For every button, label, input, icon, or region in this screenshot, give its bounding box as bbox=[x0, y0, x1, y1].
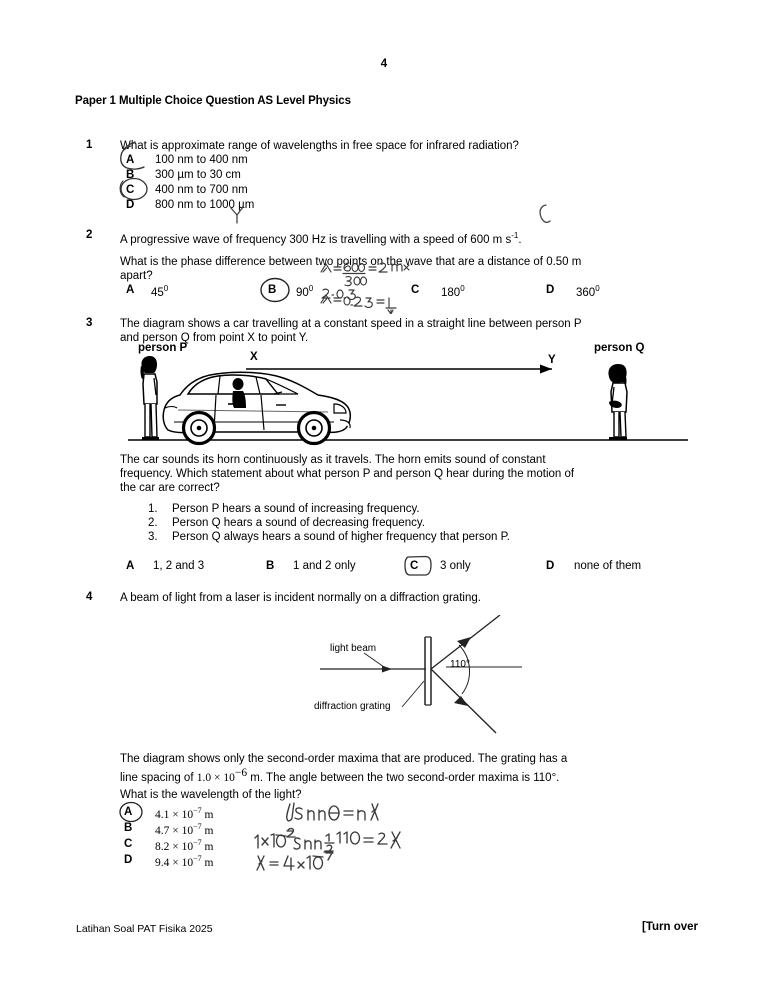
q4-c-exp: −7 bbox=[193, 838, 202, 847]
q2-option-c-letter[interactable]: C bbox=[411, 284, 420, 296]
question-3-body-line1: The car sounds its horn continuously as it travels. The horn emits sound of constant bbox=[120, 454, 546, 466]
q4-b-exp: −7 bbox=[193, 822, 202, 831]
q3-option-b-text[interactable]: 1 and 2 only bbox=[293, 560, 356, 572]
q2-b-num: 90 bbox=[296, 286, 309, 299]
q3-statement-3-number: 3. bbox=[148, 531, 158, 543]
diagram-label-y: Y bbox=[548, 354, 556, 366]
question-2-stem-line1 bbox=[120, 229, 695, 247]
q3-option-b-letter[interactable]: B bbox=[266, 560, 275, 572]
q4-line2-post: m. The angle between the two second-order maxima is 110°. bbox=[247, 771, 560, 784]
q2-c-num: 180 bbox=[441, 286, 461, 299]
diagram-label-person-p: person P bbox=[138, 342, 188, 354]
q4-line2-pre: line spacing of bbox=[120, 771, 197, 784]
q1-option-d-text[interactable]: 800 nm to 1000 µm bbox=[155, 199, 255, 211]
question-4-body-line3: What is the wavelength of the light? bbox=[120, 789, 302, 801]
q4-option-c-value[interactable] bbox=[155, 838, 213, 853]
question-3-number: 3 bbox=[86, 317, 93, 329]
question-2-stem-line2: What is the phase difference between two points on the wave that are a distance of 0.50 m bbox=[120, 256, 582, 268]
page-number: 4 bbox=[380, 58, 388, 70]
diagram-label-x: X bbox=[250, 351, 258, 363]
q2-option-b-letter[interactable]: B bbox=[268, 284, 277, 296]
q1-option-b-text[interactable]: 300 µm to 30 cm bbox=[155, 169, 241, 181]
q2-stem-superscript: -1 bbox=[511, 231, 519, 240]
question-4-number: 4 bbox=[86, 591, 93, 603]
car-horn-diagram bbox=[128, 342, 688, 450]
q4-line2-math: 1.0 × 10 bbox=[196, 771, 235, 784]
q3-statement-1-number: 1. bbox=[148, 503, 158, 515]
q3-statement-2-number: 2. bbox=[148, 517, 158, 529]
q1-option-c-text[interactable]: 400 nm to 700 nm bbox=[155, 184, 248, 196]
q3-statement-2-text: Person Q hears a sound of decreasing frequency. bbox=[172, 517, 425, 529]
q2-a-num: 45 bbox=[151, 286, 164, 299]
q4-c-mantissa: 8.2 × 10 bbox=[155, 840, 194, 853]
q4-a-mantissa: 4.1 × 10 bbox=[155, 808, 194, 821]
paper-title: Paper 1 Multiple Choice Question AS Level Physics bbox=[75, 95, 351, 107]
q4-option-a-value[interactable] bbox=[155, 806, 213, 821]
question-4-body-line1: The diagram shows only the second-order maxima that are produced. The grating has a bbox=[120, 753, 568, 765]
question-2-number: 2 bbox=[86, 229, 93, 241]
q2-option-d-letter[interactable]: D bbox=[546, 284, 555, 296]
q4-d-mantissa: 9.4 × 10 bbox=[155, 856, 194, 869]
question-4-body-line2 bbox=[120, 766, 559, 785]
question-3-body-line3: the car are correct? bbox=[120, 482, 220, 494]
diffraction-grating-diagram bbox=[300, 615, 530, 745]
q2-d-num: 360 bbox=[576, 286, 596, 299]
q3-statement-1-text: Person P hears a sound of increasing frequency. bbox=[172, 503, 420, 515]
q2-a-deg: 0 bbox=[163, 284, 169, 293]
q4-a-exp: −7 bbox=[193, 806, 202, 815]
person-p-figure bbox=[140, 356, 159, 440]
q2-option-d-value[interactable] bbox=[576, 284, 600, 299]
q3-option-d-letter[interactable]: D bbox=[546, 560, 555, 572]
q2-d-deg: 0 bbox=[595, 284, 600, 293]
q3-option-d-text[interactable]: none of them bbox=[574, 560, 642, 572]
diagram-label-person-q: person Q bbox=[594, 342, 645, 354]
car-scene-svg bbox=[128, 342, 688, 450]
q4-b-mantissa: 4.7 × 10 bbox=[155, 824, 194, 837]
q1-option-a-text[interactable]: 100 nm to 400 nm bbox=[155, 154, 248, 166]
q4-option-c-letter[interactable]: C bbox=[124, 838, 133, 850]
question-1-stem: What is approximate range of wavelengths in free space for infrared radiation? bbox=[120, 140, 519, 152]
q3-option-a-text[interactable]: 1, 2 and 3 bbox=[153, 560, 205, 572]
q3-option-a-letter[interactable]: A bbox=[126, 560, 135, 572]
footer-turn-over: [Turn over bbox=[641, 921, 698, 933]
question-4-stem: A beam of light from a laser is incident normally on a diffraction grating. bbox=[120, 592, 481, 604]
question-1-number: 1 bbox=[86, 139, 93, 151]
q2-stem-text: A progressive wave of frequency 300 Hz is travelling with a speed of 600 m s bbox=[120, 233, 512, 246]
q2-option-b-value[interactable] bbox=[296, 284, 313, 299]
q1-option-b-letter[interactable]: B bbox=[126, 169, 135, 181]
q4-d-unit: m bbox=[201, 856, 214, 869]
question-2-stem-line3: apart? bbox=[120, 270, 153, 282]
person-q-figure bbox=[608, 364, 627, 440]
question-3-stem-line1: The diagram shows a car travelling at a constant speed in a straight line between person P bbox=[120, 318, 582, 330]
q4-option-d-value[interactable] bbox=[155, 854, 213, 869]
q3-option-c-text[interactable]: 3 only bbox=[440, 560, 471, 572]
handwritten-ring-around-option-c bbox=[114, 176, 158, 202]
q1-option-d-letter[interactable]: D bbox=[126, 199, 135, 211]
q4-option-d-letter[interactable]: D bbox=[124, 854, 133, 866]
q4-c-unit: m bbox=[201, 840, 214, 853]
q4-option-a-letter[interactable]: A bbox=[124, 806, 133, 818]
q4-option-b-value[interactable] bbox=[155, 822, 213, 837]
q2-c-deg: 0 bbox=[460, 284, 465, 293]
q2-option-a-value[interactable] bbox=[151, 284, 168, 299]
q4-option-b-letter[interactable]: B bbox=[124, 822, 133, 834]
q2-option-a-letter[interactable]: A bbox=[126, 284, 135, 296]
q3-option-c-letter[interactable]: C bbox=[410, 560, 419, 572]
grating-svg bbox=[300, 615, 530, 745]
q2-option-c-value[interactable] bbox=[441, 284, 465, 299]
handwritten-mark-right-margin bbox=[534, 203, 556, 229]
q1-option-a-letter[interactable]: A bbox=[126, 154, 135, 166]
question-3-stem-line2: and person Q from point X to point Y. bbox=[120, 332, 309, 344]
diagram-label-light-beam: light beam bbox=[330, 643, 377, 654]
diagram-label-diffraction-grating: diffraction grating bbox=[314, 701, 391, 712]
question-3-body-line2: frequency. Which statement about what person P and person Q hear during the motion of bbox=[120, 468, 575, 480]
q2-b-deg: 0 bbox=[308, 284, 314, 293]
footer-left-text: Latihan Soal PAT Fisika 2025 bbox=[76, 923, 213, 935]
diagram-label-angle: 110° bbox=[450, 659, 470, 670]
q4-a-unit: m bbox=[201, 808, 214, 821]
q3-statement-3-text: Person Q always hears a sound of higher frequency that person P. bbox=[172, 531, 510, 543]
q2-stem-period: . bbox=[518, 233, 522, 246]
q4-line2-exponent: −6 bbox=[234, 767, 248, 779]
q1-option-c-letter[interactable]: C bbox=[126, 184, 135, 196]
handwritten-working-question-4 bbox=[252, 800, 442, 872]
q4-d-exp: −7 bbox=[193, 854, 202, 863]
q4-b-unit: m bbox=[201, 824, 214, 837]
